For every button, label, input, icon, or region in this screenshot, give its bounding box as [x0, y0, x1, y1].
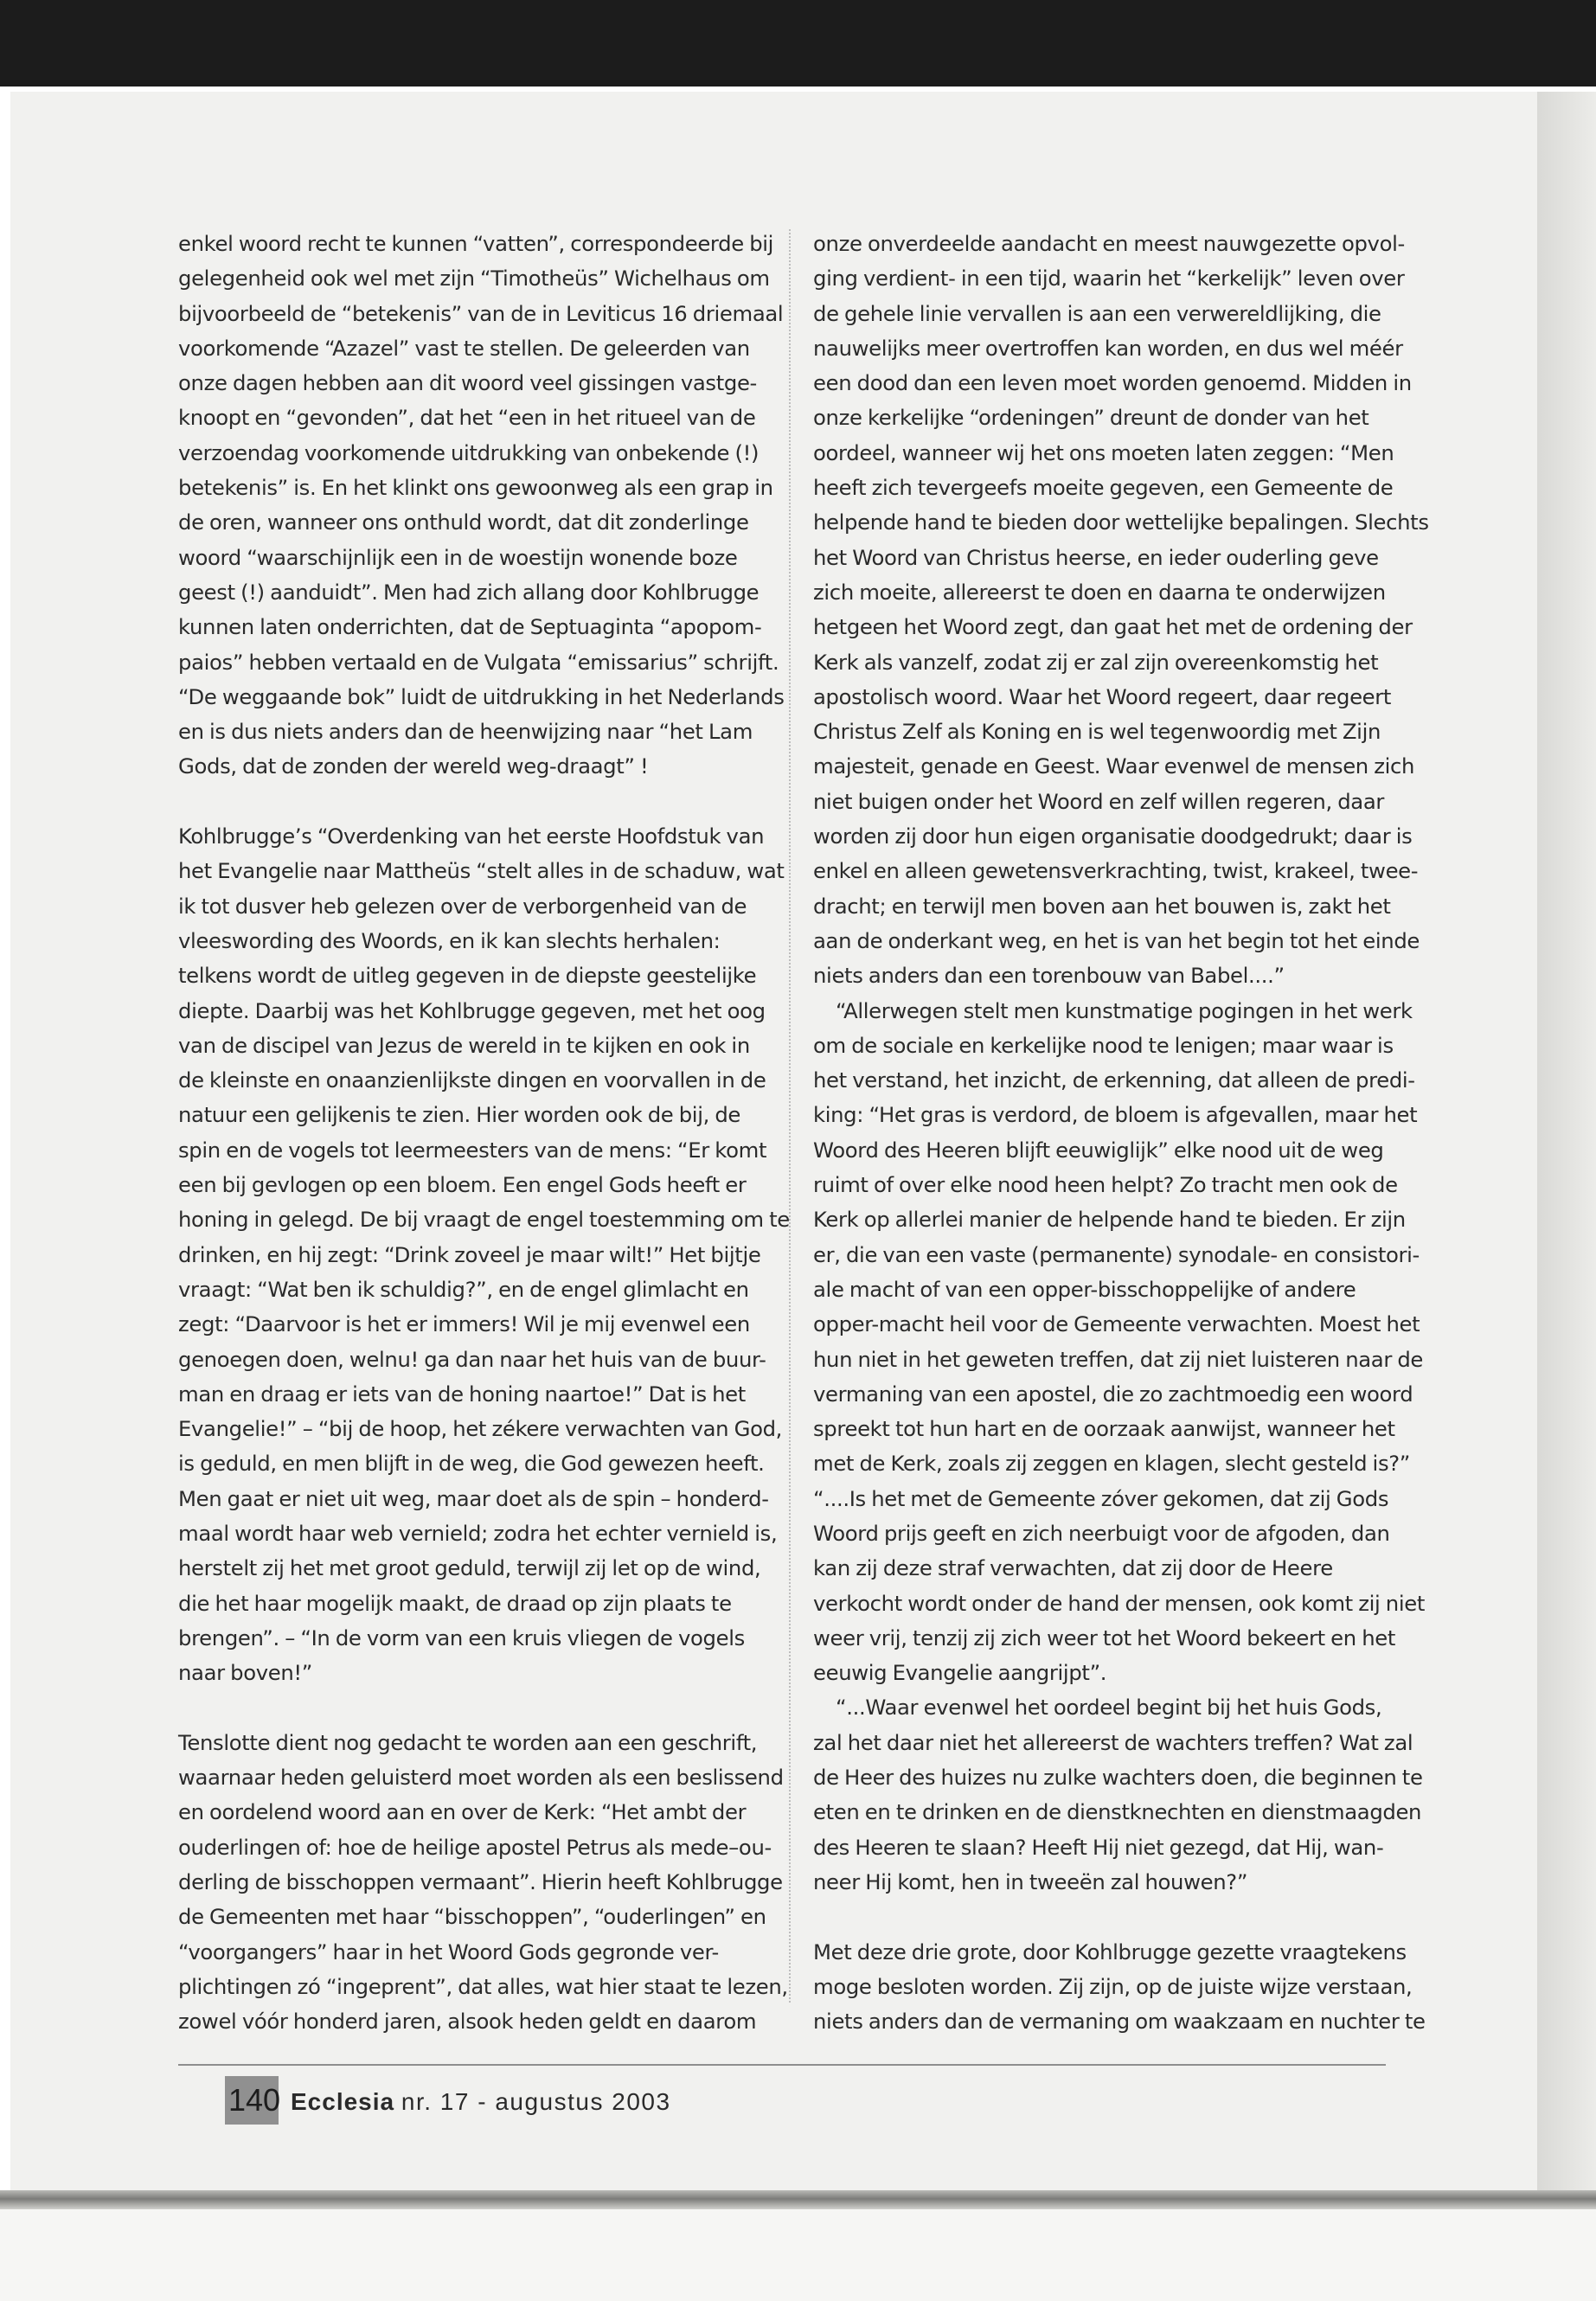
text-line: “Allerwegen stelt men kunstmatige pogingen in het werk	[836, 997, 1413, 1023]
text-line: een dood dan een leven moet worden genoemd. Midden in	[813, 370, 1412, 396]
page-number: 140	[228, 2082, 281, 2118]
text-line: bijvoorbeeld de “betekenis” van de in Leviticus 16 driemaal	[178, 300, 784, 326]
text-line: opper-macht heil voor de Gemeente verwachten. Moest het	[813, 1311, 1420, 1337]
text-line: herstelt zij het met groot geduld, terwijl zij let op de wind,	[178, 1555, 761, 1581]
text-line: hetgeen het Woord zegt, dan gaat het met de ordening der	[813, 614, 1413, 640]
text-line: waarnaar heden geluisterd moet worden als een beslissend	[178, 1765, 784, 1791]
text-line: spin en de vogels tot leermeesters van de mens: “Er komt	[178, 1137, 767, 1163]
text-line: oordeel, wanneer wij het ons moeten laten zeggen: “Men	[813, 439, 1394, 465]
text-line: de Gemeenten met haar “bisschoppen”, “ouderlingen” en	[178, 1904, 766, 1930]
text-line: de Heer des huizes nu zulke wachters doen, die beginnen te	[813, 1765, 1423, 1791]
scan-bottom-margin	[0, 2197, 1596, 2301]
text-line: weer vrij, tenzij zij zich weer tot het Woord bekeert en het	[813, 1625, 1396, 1650]
text-line: ruimt of over elke nood heen helpt? Zo tracht men ook de	[813, 1172, 1398, 1198]
right-column	[813, 227, 1427, 2039]
text-line: enkel en alleen gewetensverkrachting, twist, krakeel, twee-	[813, 858, 1419, 884]
text-line: Tenslotte dient nog gedacht te worden aan een geschrift,	[178, 1729, 758, 1755]
publication-issue: nr. 17 - augustus 2003	[401, 2088, 671, 2115]
text-line: spreekt tot hun hart en de oorzaak aanwijst, wanneer het	[813, 1416, 1395, 1442]
text-line: Kerk als vanzelf, zodat zij er zal zijn overeenkomstig het	[813, 649, 1379, 675]
text-line: man en draag er iets van de honing naartoe!” Dat is het	[178, 1381, 746, 1407]
text-line: paios” hebben vertaald en de Vulgata “emissarius” schrijft.	[178, 649, 779, 675]
text-line: om de sociale en kerkelijke nood te lenigen; maar waar is	[813, 1032, 1394, 1058]
scan-top-border	[0, 0, 1596, 87]
text-line: neer Hij komt, hen in tweeën zal houwen?”	[813, 1868, 1248, 1894]
text-line: Woord prijs geeft en zich neerbuigt voor de afgoden, dan	[813, 1520, 1390, 1546]
text-line: helpende hand te bieden door wettelijke bepalingen. Slechts	[813, 510, 1429, 535]
text-line: plichtingen zó “ingeprent”, dat alles, wat hier staat te lezen,	[178, 1973, 788, 1999]
text-line: vraagt: “Wat ben ik schuldig?”, en de engel glimlacht en	[178, 1276, 749, 1302]
paragraph	[178, 1726, 792, 2040]
text-line: van de discipel van Jezus de wereld in te kijken en ook in	[178, 1032, 750, 1058]
text-line: naar boven!”	[178, 1660, 313, 1686]
text-line: de oren, wanneer ons onthuld wordt, dat dit zonderlinge	[178, 510, 749, 535]
text-line: maal wordt haar web vernield; zodra het echter vernield is,	[178, 1520, 778, 1546]
text-line: derling de bisschoppen vermaant”. Hierin heeft Kohlbrugge	[178, 1868, 783, 1894]
text-line: het Woord van Christus heerse, en ieder ouderling geve	[813, 544, 1379, 570]
text-line: ouderlingen of: hoe de heilige apostel Petrus als mede–ou-	[178, 1834, 772, 1860]
scan-right-edge	[1537, 92, 1596, 2289]
text-line: diepte. Daarbij was het Kohlbrugge gegeven, met het oog	[178, 997, 766, 1023]
column-divider	[789, 229, 791, 2003]
text-line: drinken, en hij zegt: “Drink zoveel je maar wilt!” Het bijtje	[178, 1241, 761, 1267]
text-line: worden zij door hun eigen organisatie doodgedrukt; daar is	[813, 824, 1413, 849]
publication-line	[291, 2085, 671, 2119]
text-line: en oordelend woord aan en over de Kerk: “Het ambt der	[178, 1799, 747, 1825]
text-line: met de Kerk, zoals zij zeggen en klagen, slecht gesteld is?”	[813, 1451, 1411, 1477]
left-column	[178, 227, 792, 2039]
text-line: onze onverdeelde aandacht en meest nauwgezette opvol-	[813, 231, 1405, 256]
text-line: brengen”. – “In de vorm van een kruis vliegen de vogels	[178, 1625, 745, 1650]
text-line: zich moeite, allereerst te doen en daarna te onderwijzen	[813, 579, 1386, 605]
paragraph	[813, 1690, 1427, 1900]
text-line: natuur een gelijkenis te zien. Hier worden ook de bij, de	[178, 1102, 741, 1128]
text-line: geest (!) aanduidt”. Men had zich allang door Kohlbrugge	[178, 579, 760, 605]
text-line: woord “waarschijnlijk een in de woestijn wonende boze	[178, 544, 738, 570]
text-line: Kerk op allerlei manier de helpende hand te bieden. Er zijn	[813, 1207, 1406, 1233]
text-line: majesteit, genade en Geest. Waar evenwel de mensen zich	[813, 753, 1415, 779]
text-line: is geduld, en men blijft in de weg, die God gewezen heeft.	[178, 1451, 765, 1477]
text-line: vleeswording des Woords, en ik kan slechts herhalen:	[178, 927, 721, 953]
text-line: gelegenheid ook wel met zijn “Timotheüs” Wichelhaus om	[178, 266, 770, 292]
text-line: Gods, dat de zonden der wereld weg-draagt” !	[178, 753, 649, 779]
paragraph	[813, 227, 1427, 994]
paragraph	[813, 994, 1427, 1691]
text-line: verkocht wordt onder de hand der mensen, ook komt zij niet	[813, 1590, 1426, 1616]
text-line: moge besloten worden. Zij zijn, op de juiste wijze verstaan,	[813, 1973, 1413, 1999]
text-line: “....Is het met de Gemeente zóver gekomen, dat zij Gods	[813, 1485, 1389, 1511]
text-line: de gehele linie vervallen is aan een verwereldlijking, die	[813, 300, 1381, 326]
text-line: ale macht of van een opper-bisschoppelijke of andere	[813, 1276, 1356, 1302]
text-line: ging verdient- in een tijd, waarin het “kerkelijk” leven over	[813, 266, 1405, 292]
text-line: Christus Zelf als Koning en is wel tegenwoordig met Zijn	[813, 719, 1381, 745]
text-line: betekenis” is. En het klinkt ons gewoonweg als een grap in	[178, 475, 773, 501]
text-line: onze dagen hebben aan dit woord veel gissingen vastge-	[178, 370, 757, 396]
text-line: apostolisch woord. Waar het Woord regeert, daar regeert	[813, 683, 1392, 709]
text-line: enkel woord recht te kunnen “vatten”, correspondeerde bij	[178, 231, 774, 256]
text-line: niets anders dan de vermaning om waakzaam en nuchter te	[813, 2009, 1426, 2035]
publication-name: Ecclesia	[291, 2088, 395, 2115]
text-line: de kleinste en onaanzienlijkste dingen en voorvallen in de	[178, 1067, 766, 1093]
text-line: Met deze drie grote, door Kohlbrugge gezette vraagtekens	[813, 1939, 1407, 1965]
paragraph	[178, 819, 792, 1690]
text-line: zal het daar niet het allereerst de wachters treffen? Wat zal	[813, 1729, 1413, 1755]
text-line: “...Waar evenwel het oordeel begint bij het huis Gods,	[836, 1695, 1382, 1721]
text-line: vermaning van een apostel, die zo zachtmoedig een woord	[813, 1381, 1413, 1407]
text-line: hun niet in het geweten treffen, dat zij niet luisteren naar de	[813, 1346, 1424, 1372]
text-line: Evangelie!” – “bij de hoop, het zékere verwachten van God,	[178, 1416, 783, 1442]
text-line: king: “Het gras is verdord, de bloem is afgevallen, maar het	[813, 1102, 1418, 1128]
text-line: kan zij deze straf verwachten, dat zij door de Heere	[813, 1555, 1333, 1581]
text-line: onze kerkelijke “ordeningen” dreunt de donder van het	[813, 405, 1369, 431]
text-line: zowel vóór honderd jaren, alsook heden geldt en daarom	[178, 2009, 757, 2035]
text-line: Woord des Heeren blijft eeuwiglijk” elke nood uit de weg	[813, 1137, 1384, 1163]
text-line: die het haar mogelijk maakt, de draad op zijn plaats te	[178, 1590, 732, 1616]
text-line: ik tot dusver heb gelezen over de verborgenheid van de	[178, 893, 747, 919]
text-line: Kohlbrugge’s “Overdenking van het eerste Hoofdstuk van	[178, 824, 765, 849]
text-line: er, die van een vaste (permanente) synodale- en consistori-	[813, 1241, 1420, 1267]
text-line: voorkomende “Azazel” vast te stellen. De geleerden van	[178, 335, 750, 361]
footer-rule	[178, 2064, 1386, 2066]
text-line: nauwelijks meer overtroffen kan worden, en dus wel méér	[813, 335, 1403, 361]
text-line: verzoendag voorkomende uitdrukking van onbekende (!)	[178, 439, 760, 465]
text-line: Men gaat er niet uit weg, maar doet als de spin – honderd-	[178, 1485, 769, 1511]
text-line: het Evangelie naar Mattheüs “stelt alles in de schaduw, wat	[178, 858, 785, 884]
text-line: een bij gevlogen op een bloem. Een engel Gods heeft er	[178, 1172, 747, 1198]
paragraph	[813, 1935, 1427, 2040]
text-line: des Heeren te slaan? Heeft Hij niet gezegd, dat Hij, wan-	[813, 1834, 1384, 1860]
scan-bottom-edge	[0, 2190, 1596, 2209]
text-line: en is dus niets anders dan de heenwijzing naar “het Lam	[178, 719, 753, 745]
text-line: honing in gelegd. De bij vraagt de engel toestemming om te	[178, 1207, 790, 1233]
text-line: zegt: “Daarvoor is het er immers! Wil je mij evenwel een	[178, 1311, 750, 1337]
text-line: dracht; en terwijl men boven aan het bouwen is, zakt het	[813, 893, 1391, 919]
text-line: “voorgangers” haar in het Woord Gods gegronde ver-	[178, 1939, 719, 1965]
text-line: niets anders dan een torenbouw van Babel....”	[813, 963, 1285, 989]
text-line: genoegen doen, welnu! ga dan naar het huis van de buur-	[178, 1346, 766, 1372]
text-line: heeft zich tevergeefs moeite gegeven, een Gemeente de	[813, 475, 1394, 501]
text-line: eten en te drinken en de dienstknechten en dienstmaagden	[813, 1799, 1422, 1825]
text-line: kunnen laten onderrichten, dat de Septuaginta “apopom-	[178, 614, 762, 640]
text-line: het verstand, het inzicht, de erkenning, dat alleen de predi-	[813, 1067, 1415, 1093]
text-line: telkens wordt de uitleg gegeven in de diepste geestelijke	[178, 963, 757, 989]
paragraph	[178, 227, 792, 785]
text-line: knoopt en “gevonden”, dat het “een in het ritueel van de	[178, 405, 756, 431]
text-line: niet buigen onder het Woord en zelf willen regeren, daar	[813, 788, 1385, 814]
text-line: eeuwig Evangelie aangrijpt”.	[813, 1660, 1107, 1686]
text-line: “De weggaande bok” luidt de uitdrukking in het Nederlands	[178, 683, 785, 709]
text-line: aan de onderkant weg, en het is van het begin tot het einde	[813, 927, 1420, 953]
